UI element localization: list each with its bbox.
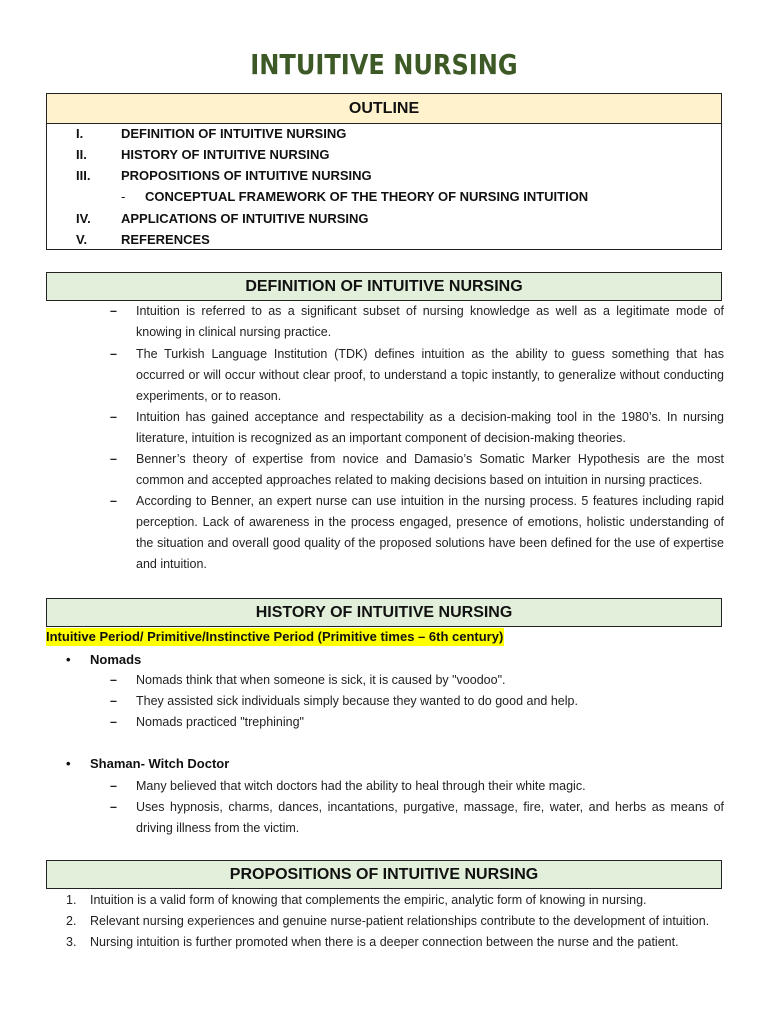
history-item <box>110 670 724 691</box>
dash-bullet: – <box>110 304 117 318</box>
definition-heading: DEFINITION OF INTUITIVE NURSING <box>46 272 722 301</box>
definition-item <box>110 344 724 407</box>
outline-item-text: PROPOSITIONS OF INTUITIVE NURSING <box>121 168 372 183</box>
history-group-label: Nomads <box>90 652 142 667</box>
outline-item-text: REFERENCES <box>121 232 210 247</box>
outline-item-text: APPLICATIONS OF INTUITIVE NURSING <box>121 211 369 226</box>
definition-item-text: Benner’s theory of expertise from novice and Damasio’s Somatic Marker Hypothesis are the most common and accepted approaches related to making decisions based on intuition in nursing practices. <box>136 452 724 487</box>
proposition-text: Intuition is a valid form of knowing that complements the empiric, analytic form of knowing in nursing. <box>90 893 647 907</box>
period-highlight: Intuitive Period/ Primitive/Instinctive Period (Primitive times – 6th century) <box>46 629 504 644</box>
outline-item-number: III. <box>76 168 91 183</box>
dash-bullet: – <box>110 779 117 793</box>
outline-item-number: II. <box>76 147 87 162</box>
outline-item-text: CONCEPTUAL FRAMEWORK OF THE THEORY OF NURSING INTUITION <box>145 189 589 204</box>
dash-bullet: – <box>110 800 117 814</box>
definition-item <box>110 301 724 343</box>
history-group-label: Shaman- Witch Doctor <box>90 756 230 771</box>
outline-box <box>46 93 722 250</box>
history-item <box>110 691 724 712</box>
proposition-number: 1. <box>66 893 77 907</box>
proposition-number: 3. <box>66 935 77 949</box>
dash-bullet: – <box>110 410 117 424</box>
dash-bullet: – <box>110 673 117 687</box>
definition-item <box>110 449 724 491</box>
history-item-text: Uses hypnosis, charms, dances, incantations, purgative, massage, fire, water, and herbs as means of driving illness from the victim. <box>136 800 724 835</box>
outline-heading: OUTLINE <box>47 94 721 124</box>
history-item-text: Nomads think that when someone is sick, it is caused by "voodoo". <box>136 673 506 687</box>
document-title: INTUITIVE NURSING <box>250 48 518 81</box>
definition-item <box>110 407 724 449</box>
history-item-text: Many believed that witch doctors had the ability to heal through their white magic. <box>136 779 586 793</box>
history-item-text: Nomads practiced "trephining" <box>136 715 304 729</box>
propositions-heading: PROPOSITIONS OF INTUITIVE NURSING <box>46 860 722 889</box>
history-item <box>110 712 724 733</box>
definition-item-text: Intuition is referred to as a significant subset of nursing knowledge as well as a legitimate mode of knowing in clinical nursing practice. <box>136 304 724 339</box>
bullet-dot: • <box>66 756 71 771</box>
bullet-dot: • <box>66 652 71 667</box>
definition-item-text: Intuition has gained acceptance and respectability as a decision-making tool in the 1980’s. In nursing literature, intuition is recognized as an important component of decision-making theories. <box>136 410 724 445</box>
outline-item-number: V. <box>76 232 88 247</box>
dash-bullet: – <box>110 347 117 361</box>
outline-item-number: I. <box>76 126 84 141</box>
history-item <box>110 776 724 797</box>
dash-bullet: – <box>110 494 117 508</box>
dash-bullet: – <box>110 452 117 466</box>
outline-item-number: IV. <box>76 211 91 226</box>
history-heading: HISTORY OF INTUITIVE NURSING <box>46 598 722 627</box>
proposition-text: Nursing intuition is further promoted when there is a deeper connection between the nurse and the patient. <box>90 935 679 949</box>
outline-item-text: HISTORY OF INTUITIVE NURSING <box>121 147 330 162</box>
history-item <box>110 797 724 839</box>
outline-item-text: DEFINITION OF INTUITIVE NURSING <box>121 126 347 141</box>
definition-item <box>110 491 724 575</box>
definition-item-text: The Turkish Language Institution (TDK) defines intuition as the ability to guess something that has occurred or will occur without clear proof, to understand a topic instantly, to generalize without conducting experiments, or to reason. <box>136 347 724 403</box>
dash-bullet: – <box>110 694 117 708</box>
dash-bullet: – <box>110 715 117 729</box>
outline-subitem-dash: - <box>121 189 126 204</box>
proposition-text: Relevant nursing experiences and genuine nurse-patient relationships contribute to the development of intuition. <box>90 914 710 928</box>
history-item-text: They assisted sick individuals simply because they wanted to do good and help. <box>136 694 578 708</box>
proposition-number: 2. <box>66 914 77 928</box>
definition-item-text: According to Benner, an expert nurse can use intuition in the nursing process. 5 features including rapid perception. Lack of awareness in the process engaged, presence of emotions, holistic understanding of the situation and overall good quality of the proposed solutions have been defined for the use of expertise and intuition. <box>136 494 724 571</box>
